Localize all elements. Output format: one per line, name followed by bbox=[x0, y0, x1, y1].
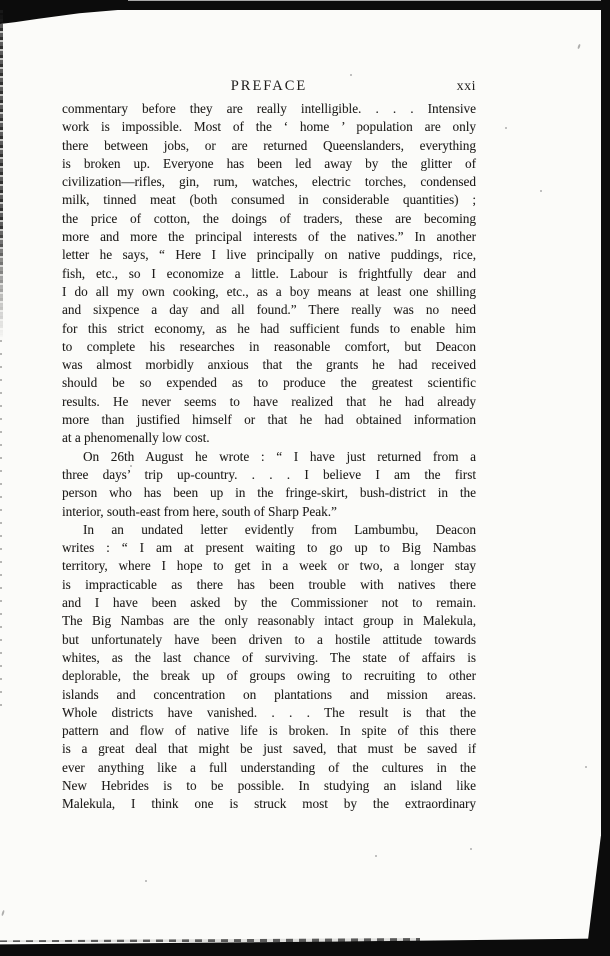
text-line: ever anything like a full understanding of the cultures in the bbox=[62, 759, 476, 775]
scan-speck bbox=[585, 766, 587, 768]
text-line: milk, tinned meat (both consumed in considerable quantities) ; bbox=[62, 192, 476, 208]
text-line: I do all my own cooking, etc., as a boy means at least one shilling bbox=[62, 283, 476, 299]
scan-speck bbox=[505, 127, 507, 129]
text-line: at a phenomenally low cost. bbox=[62, 430, 210, 446]
scan-right-border bbox=[601, 0, 610, 956]
paragraph bbox=[62, 100, 476, 448]
paragraph bbox=[62, 448, 476, 521]
text-line: territory, where I hope to get in a week or two, a longer stay bbox=[62, 558, 476, 574]
text-line: and I have been asked by the Commissioner not to remain. bbox=[62, 595, 476, 611]
scan-left-gutter-line-faint bbox=[0, 340, 2, 710]
scan-speck bbox=[577, 44, 581, 49]
text-line: writes : “ I am at present waiting to go up to Big Nambas bbox=[62, 540, 476, 556]
text-line: The Big Nambas are the only reasonably intact group in Malekula, bbox=[62, 613, 476, 629]
text-line: civilization—rifles, gin, rum, watches, electric torches, condensed bbox=[62, 174, 476, 190]
scan-speck bbox=[470, 848, 472, 850]
text-line: Malekula, I think one is struck most by the extraordinary bbox=[62, 796, 476, 812]
page-number: xxi bbox=[456, 79, 476, 94]
text-body bbox=[62, 100, 476, 814]
scan-speck bbox=[145, 880, 147, 882]
text-line: interior, south-east from here, south of Sharp Peak.” bbox=[62, 503, 337, 519]
text-line: more and more the principal interests of the natives.” In another bbox=[62, 229, 476, 245]
text-line: person who has been up in the fringe-skirt, bush-district in the bbox=[62, 485, 476, 501]
text-line: commentary before they are really intelligible. . . . Intensive bbox=[62, 101, 476, 116]
text-line: results. He never seems to have realized that he had already bbox=[62, 393, 476, 409]
scan-top-left-shadow bbox=[0, 0, 128, 24]
text-line: should be so expended as to produce the greatest scientific bbox=[62, 375, 476, 391]
text-line: was almost morbidly anxious that the grants he had received bbox=[62, 357, 476, 373]
text-line: pattern and flow of native life is broken. In spite of this there bbox=[62, 723, 476, 739]
text-line: there between jobs, or are returned Queenslanders, everything bbox=[62, 137, 476, 153]
text-line: fish, etc., so I economize a little. Labour is frightfully dear and bbox=[62, 265, 476, 281]
running-head bbox=[62, 78, 476, 94]
text-line: is a great deal that might be just saved, that must be saved if bbox=[62, 741, 476, 757]
text-line: three days’ trip up-country. . . . I believe I am the first bbox=[62, 466, 476, 482]
text-line: to complete his researches in reasonable comfort, but Deacon bbox=[62, 338, 476, 354]
scan-left-gutter-line bbox=[0, 10, 3, 340]
text-line: Whole districts have vanished. . . . The result is that the bbox=[62, 704, 476, 720]
text-line: is broken up. Everyone has been led away by the glitter of bbox=[62, 155, 476, 171]
text-line: is impracticable as there has been trouble with natives there bbox=[62, 576, 476, 592]
text-line: work is impossible. Most of the ‘ home ’ population are only bbox=[62, 119, 476, 135]
text-line: whites, as the last chance of surviving. The state of affairs is bbox=[62, 649, 476, 665]
scan-speck bbox=[350, 74, 352, 76]
scan-speck bbox=[540, 190, 542, 192]
scan-speck bbox=[375, 855, 377, 857]
text-line: In an undated letter evidently from Lambumbu, Deacon bbox=[83, 521, 476, 537]
text-line: On 26th August he wrote : “ I have just returned from a bbox=[83, 448, 476, 464]
scan-speck bbox=[1, 910, 5, 916]
text-line: letter he says, “ Here I live principally on native puddings, rice, bbox=[62, 247, 476, 263]
text-line: more than justified himself or that he had obtained information bbox=[62, 412, 476, 428]
text-line: New Hebrides is to be possible. In studying an island like bbox=[62, 777, 476, 793]
text-line: the price of cotton, the doings of traders, these are becoming bbox=[62, 210, 476, 226]
text-line: for this strict economy, as he had sufficient funds to enable him bbox=[62, 320, 476, 336]
scan-right-bottom-shadow bbox=[586, 836, 610, 956]
text-line: islands and concentration on plantations and mission areas. bbox=[62, 686, 476, 702]
text-line: deplorable, the break up of groups owing to recruiting to other bbox=[62, 668, 476, 684]
paragraph bbox=[62, 521, 476, 814]
text-line: and sixpence a day and all found.” There really was no need bbox=[62, 302, 476, 318]
page-title: PREFACE bbox=[230, 78, 308, 94]
text-line: but unfortunately have been driven to a hostile attitude towards bbox=[62, 631, 476, 647]
